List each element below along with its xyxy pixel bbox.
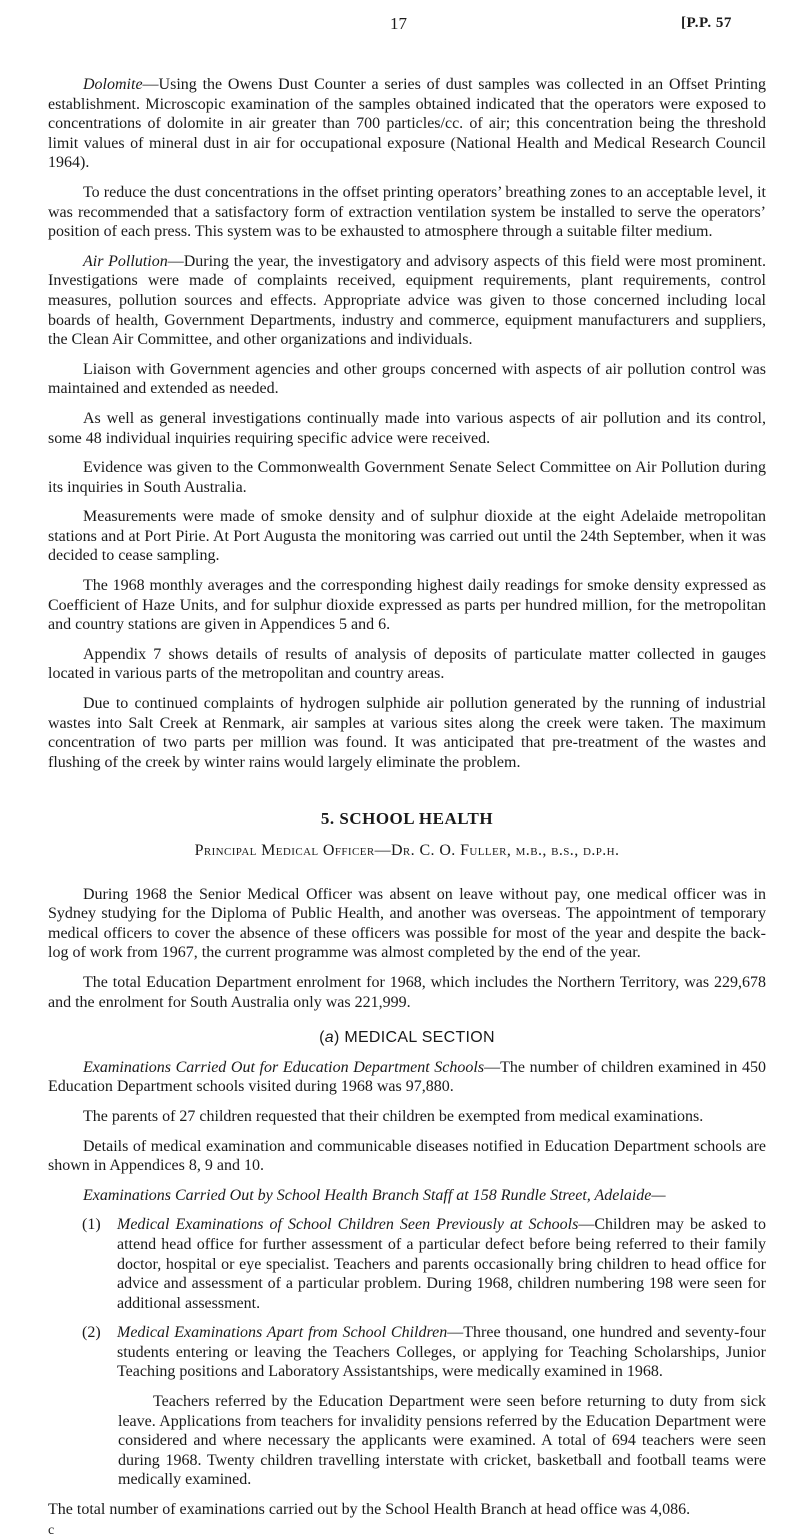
page-body [48,75,766,1540]
subsection-letter: a [324,1029,334,1047]
run-in-heading-exams: Examinations Carried Out for Education Department Schools [83,1058,485,1076]
paragraph-air-pollution [48,252,766,350]
paragraph-measurements: Measurements were made of smoke density and of sulphur dioxide at the eight Adelaide metropolitan stations and at Port Pirie. At Port Augusta the monitoring was carried out until the 24th September, when it was decided to cease sampling. [48,508,766,565]
subsection-title: MEDICAL SECTION [344,1029,495,1047]
paragraph-enrolment: The total Education Department enrolment for 1968, which includes the Northern Territory, was 229,678 and the enrolment for South Australia only was 221,999. [48,973,766,1011]
page-number: 17 [390,14,407,33]
paragraph-total: The total number of examinations carried out by the School Health Branch at head office was 4,086. [48,1501,691,1519]
list-item-number: (1) [82,1216,101,1234]
paragraph-evidence: Evidence was given to the Commonwealth Government Senate Select Committee on Air Pollution during its inquiries in South Australia. [48,459,766,496]
paragraph-averages: The 1968 monthly averages and the corresponding highest daily readings for smoke density expressed as Coefficient of Haze Units, and for sulphur dioxide expressed as parts per hundred million, for the metropolitan and country stations are given in Appendices 5 and 6. [48,577,766,634]
list-item-2-continuation: Teachers referred by the Education Department were seen before returning to duty from sick leave. Applications from teachers for invalidity pensions referred by the Education Department were considered and where necessary the applicants were examined. A total of 694 teachers were seen during 1968. Twenty children travelling interstate with cricket, basketball and football teams were medically examined. [118,1393,766,1489]
paragraph-text: —During the year, the investigatory and advisory aspects of this field were most prominent. Investigations were made of complaints received, equipment requirements, plant requirements, control measures, pollution sources and effects. Appropriate advice was given to those concerned including local boards of health, Government Departments, industry and commerce, equipment manufacturers and suppliers, the Clean Air Committee, and other organizations and individuals. [48,252,766,349]
list-item-number: (2) [82,1324,101,1342]
paragraph-reduce: To reduce the dust concentrations in the offset printing operators’ breathing zones to an acceptable level, it was recommended that a satisfactory form of extraction ventilation system be installed to serve the operators’ position of each press. This system was to be exhausted to atmosphere through a suitable filter medium. [48,183,766,241]
paragraph-exams-schools [48,1058,766,1097]
run-in-heading-dolomite: Dolomite [83,76,143,93]
list-item-1 [48,1215,766,1313]
list-item-text [117,1215,766,1313]
run-in-heading-item2: Medical Examinations Apart from School Children [117,1324,448,1342]
page-header [0,14,800,36]
heading-staff-exams: Examinations Carried Out by School Health Branch Staff at 158 Rundle Street, Adelaide— [83,1186,666,1204]
paragraph-liaison: Liaison with Government agencies and other groups concerned with aspects of air pollution control was maintained and extended as needed. [48,360,766,398]
subsection-heading-medical: (a) MEDICAL SECTION [319,1029,495,1047]
paragraph-general: As well as general investigations continually made into various aspects of air pollution and its control, some 48 individual inquiries requiring specific advice were received. [48,409,766,447]
paper-reference: [P.P. 57 [681,15,732,31]
paragraph-text: —The number of children examined in 450 Education Department schools visited during 1968 was 97,880. [48,1058,766,1096]
paragraph-dolomite [48,75,766,173]
paragraph-details: Details of medical examination and communicable diseases notified in Education Department schools are shown in Appendices 8, 9 and 10. [48,1137,766,1175]
list-item-body: —Children may be asked to attend head office for further assessment of a particular defect before being referred to their family doctor, hospital or eye specialist. Teachers and parents occasionally bring children to head office for advice and assessment of a particular problem. During 1968, children numbering 198 were seen for additional assessment. [117,1216,767,1312]
run-in-heading-item1: Medical Examinations of School Children Seen Previously at Schools [117,1216,579,1234]
list-item-2 [48,1323,766,1382]
paragraph-salt-creek: Due to continued complaints of hydrogen sulphide air pollution generated by the running of industrial wastes into Salt Creek at Renmark, air samples at various sites along the creek were taken. The maximum concentration of two parts per million was found. It was anticipated that pre-treatment of the wastes and flushing of the creek by winter rains would largely eliminate the problem. [48,695,766,771]
signature-mark: c [48,1522,55,1538]
run-in-heading-air-pollution: Air Pollution [83,252,168,270]
section-heading-school-health: 5. SCHOOL HEALTH [320,809,494,829]
paragraph-text: —Using the Owens Dust Counter a series of dust samples was collected in an Offset Printing establishment. Microscopic examination of the samples obtained indicated that the operators were exposed to concentrations of dolomite in air greater than 700 particles/cc. of air; this concentration being the threshold limit values of mineral dust in air for occupational exposure (National Health and Medical Research Council 1964). [48,76,766,172]
list-item-text [117,1323,766,1382]
list-item-body: —Three thousand, one hundred and seventy-four students entering or leaving the Teachers Colleges, or applying for Teaching Scholarships, Junior Teaching positions and Laboratory Assistantships, were medically examined in 1968. [117,1324,766,1381]
paragraph-parents: The parents of 27 children requested that their children be exempted from medical examinations. [83,1107,704,1125]
principal-officer-line: Principal Medical Officer—Dr. C. O. Fuller, m.b., b.s., d.p.h. [194,842,620,859]
paragraph-appendix7: Appendix 7 shows details of results of analysis of deposits of particulate matter collected in gauges located in various parts of the metropolitan and country areas. [48,645,766,683]
paragraph-during-1968: During 1968 the Senior Medical Officer was absent on leave without pay, one medical officer was in Sydney studying for the Diploma of Public Health, and another was overseas. The appointment of temporary medical officers to cover the absence of these officers was possible for most of the year and despite the back-log of work from 1967, the current programme was almost completed by the end of the year. [48,885,766,962]
